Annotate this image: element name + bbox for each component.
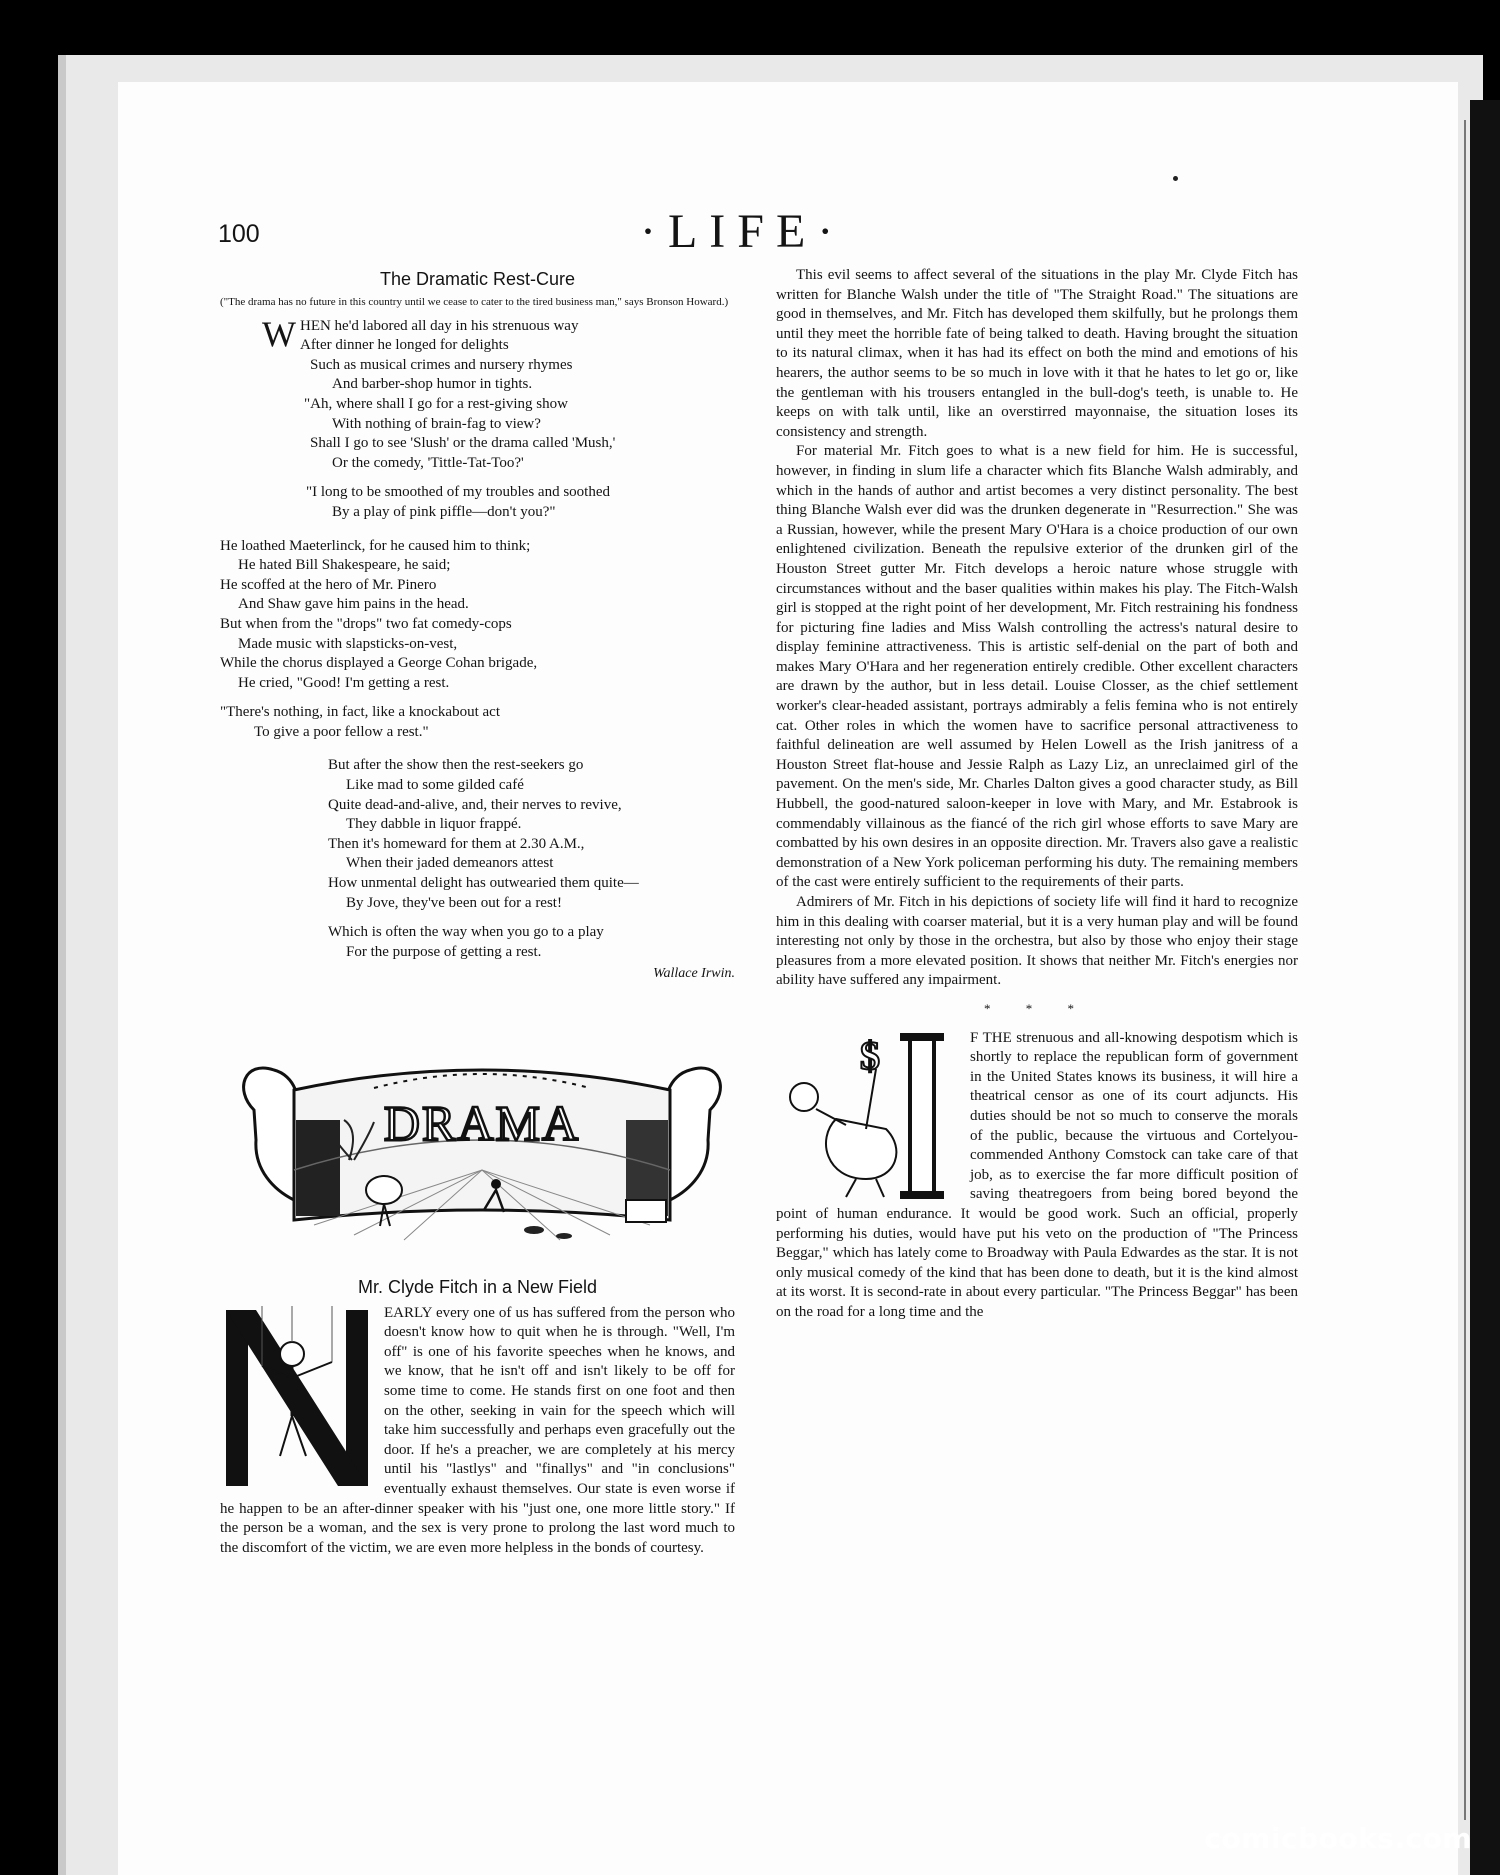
poem-line: And barber-shop humor in tights. (332, 376, 533, 393)
poem-line: By Jove, they've been out for a rest! (346, 894, 562, 911)
poem-stanza-1 (220, 313, 735, 474)
poem-epigraph: ("The drama has no future in this country until we cease to cater to the tired business man," says Bronson Howard.) (220, 295, 729, 308)
straight-road-paragraph-2: For material Mr. Fitch goes to what is a new field for him. He is successful, however, in finding in slum life a character which fits Blanche Walsh admirably, and which in the hands of author and artist becomes a very distinct personality. The best thing Blanche Walsh ever did was the drunken degenerate in "Resurrection." She was a Russian, however, while the present Mary O'Hara is a choice production of our own enlightened civilization. Beneath the repulsive exterior of the drunken girl of the Houston Street gutter Mr. Fitch develops a heroic nature whose struggle with circumstances without and the baser qualities within makes his play. The Fitch-Walsh girl is stopped at the right point of her development, Mr. Fitch restraining his fondness for picturing fine ladies and Miss Walsh controlling the actress's natural desire to display feminine attractiveness. This is artistic self-denial on the part of both and makes Mary O'Hara and her regeneration entirely credible. Other excellent characters are drawn by the author, but in less detail. Louise Closser, as the chief settlement worker's clear-headed assistant, portrays admirably a felis femina who is not entirely cat. Other roles in which the women have to sacrifice personal attractiveness to faithful delineation are well assumed by Helen Lowell as the Irish janitress of a Houston Street flat-house and Jessie Ralph as Lazy Liz, an unreclaimed girl of the pavement. On the men's side, Mr. Charles Dalton gives a good character study, as Bill Hubbell, the good-natured saloon-keeper in love with Mary, and Mr. Estabrook is commendably villainous as the fiancé of the rich girl whose efforts to save Mary are combatted by his own desires in an opposite direction. Mr. Travers also gave a realistic demonstration of a New York policeman performing his duty. The remaining members of the cast were entirely sufficient to the requirements of their parts. (776, 443, 1298, 891)
poem-line: "Ah, where shall I go for a rest-giving show (304, 395, 568, 412)
censor-article (776, 1029, 1298, 1323)
poem-line: After dinner he longed for delights (299, 337, 509, 354)
drama-banner-word: DRAMA (383, 1095, 581, 1151)
masthead: ·LIFE· (640, 205, 846, 258)
poem-line: He hated Bill Shakespeare, he said; (238, 557, 451, 574)
poem-stanza-4 (220, 703, 735, 742)
poem-line: Quite dead-and-alive, and, their nerves to revive, (328, 796, 622, 813)
poem-author: Wallace Irwin. (653, 966, 735, 982)
poem-line: With nothing of brain-fag to view? (332, 415, 541, 432)
poem-line: Shall I go to see 'Slush' or the drama called 'Mush,' (310, 435, 616, 452)
poem-line: Such as musical crimes and nursery rhymes (310, 356, 573, 373)
poem-line: Which is often the way when you go to a play (328, 924, 604, 941)
poem-stanza-3 (220, 537, 735, 694)
poem-line: But after the show then the rest-seekers go (328, 757, 584, 774)
right-column (776, 266, 1298, 1322)
next-page-edge (1464, 120, 1466, 1820)
section-divider-stars: * * * (984, 1000, 1090, 1016)
poem-stanza-2 (220, 483, 735, 522)
clyde-fitch-article (220, 1278, 735, 1558)
straight-road-paragraph-1: This evil seems to affect several of the situations in the play Mr. Clyde Fitch has written for Blanche Walsh under the title of "The Straight Road." The situations are good in themselves, and Mr. Fitch has developed them skilfully, but he prolongs them until they meet the horrible fate of being talked to death. Having brought the situation to its natural climax, when it has had its effect on both the mind and emotions of his hearers, the author seems to be so much in love with it that he hates to let go or, like the gentleman with his trousers entangled in the bull-dog's teeth, is unable to. He keeps on with talk until, like an overstirred mayonnaise, the situation loses its consistency and strength. (776, 267, 1298, 440)
clyde-fitch-title: Mr. Clyde Fitch in a New Field (357, 1277, 598, 1297)
poem-line: When their jaded demeanors attest (346, 855, 554, 872)
poem-line: He loathed Maeterlinck, for he caused him to think; (220, 537, 531, 554)
poem-line: For the purpose of getting a rest. (346, 943, 542, 960)
poem-line: How unmental delight has outwearied them quite— (328, 875, 639, 892)
poem-line: While the chorus displayed a George Cohan brigade, (220, 655, 538, 672)
watermark: comicbooks.com (1204, 1822, 1472, 1855)
poem-line: They dabble in liquor frappé. (346, 816, 522, 833)
poem-line: And Shaw gave him pains in the head. (238, 596, 469, 613)
print-speck (1173, 176, 1178, 181)
clyde-fitch-text: EARLY every one of us has suffered from the person who doesn't know how to quit when he is through. "Well, I'm off" is one of his favorite speeches when he knows, and we know, that he isn't off and isn't likely to be off for some time to come. He stands first on one foot and then on the other, seeking in vain for the speech which will take him successfully and perhaps even gracefully out the door. If he's a preacher, we are completely at his mercy until his "lastlys" and "finallys" and "in conclusions" eventually exhaust themselves. Our state is even worse if he happen to be an after-dinner speaker with his "just one, one more little story." If the person be a woman, and the sex is very prone to prolong the last word much to the discomfort of the victim, we are even more helpless in the bonds of courtesy. (220, 1304, 735, 1556)
straight-road-paragraph-3: Admirers of Mr. Fitch in his depictions of society life will find it hard to recognize him in this dealing with coarser material, but it is a very human play and will be found interesting not only by those in the orchestra, but also by those who enjoy their stage pleasures from a more elevated position. It shows that neither Mr. Fitch's energies nor ability have suffered any impairment. (776, 894, 1298, 989)
binding-shadow (1470, 100, 1500, 1875)
poem-line: "There's nothing, in fact, like a knockabout act (220, 704, 500, 721)
poem-line: "I long to be smoothed of my troubles and soothed (306, 484, 610, 501)
poem-line: To give a poor fellow a rest." (254, 723, 429, 740)
page-number: 100 (218, 220, 260, 248)
drama-banner-illustration (234, 1050, 730, 1250)
poem-column (220, 270, 735, 984)
poem-line: Made music with slapsticks-on-vest, (238, 635, 458, 652)
poem-line: Like mad to some gilded café (346, 777, 524, 794)
marionette-dropcap-n (222, 1306, 376, 1490)
poem-dropcap: W (262, 313, 296, 354)
page-edge (58, 55, 66, 1875)
poem-line: He scoffed at the hero of Mr. Pinero (220, 576, 437, 593)
poem-line: Or the comedy, 'Tittle-Tat-Too?' (332, 454, 524, 471)
poem-line: He cried, "Good! I'm getting a rest. (238, 674, 450, 691)
poem-stanza-6 (220, 923, 735, 962)
poem-line: HEN he'd labored all day in his strenuous way (299, 317, 579, 334)
poem-line: By a play of pink piffle—don't you?" (332, 503, 556, 520)
poem-title: The Dramatic Rest-Cure (379, 269, 576, 289)
poem-stanza-5 (220, 756, 735, 913)
svg-text:$: $ (860, 1032, 880, 1078)
censor-paragraph: F THE strenuous and all-knowing despotism which is shortly to replace the republican form of government in the United States knows its business, it will hire a theatrical censor as one of its court adjuncts. His duties should be not so much to conserve the morals of the public, because the virtuous and Cortelyou-commended Anthony Comstock can take care of that job, as to exercise the far more difficult position of saving theatregoers from being bored beyond the point of human endurance. It would be good work. Such an official, properly performing his duties, would have put his veto on the production of "The Princess Beggar," which has lately come to Broadway with Paula Edwardes as the star. It is not only musical comedy of the kind that has been done to death, but it is the kind almost at its worst. It is second-rate in about every particular. "The Princess Beggar" has been on the road for a long time and the (776, 1029, 1298, 1320)
poem-line: But when from the "drops" two fat comedy-cops (220, 615, 512, 632)
dollar-dropcap-i (776, 1029, 962, 1201)
poem-line: Then it's homeward for them at 2.30 A.M., (328, 835, 585, 852)
